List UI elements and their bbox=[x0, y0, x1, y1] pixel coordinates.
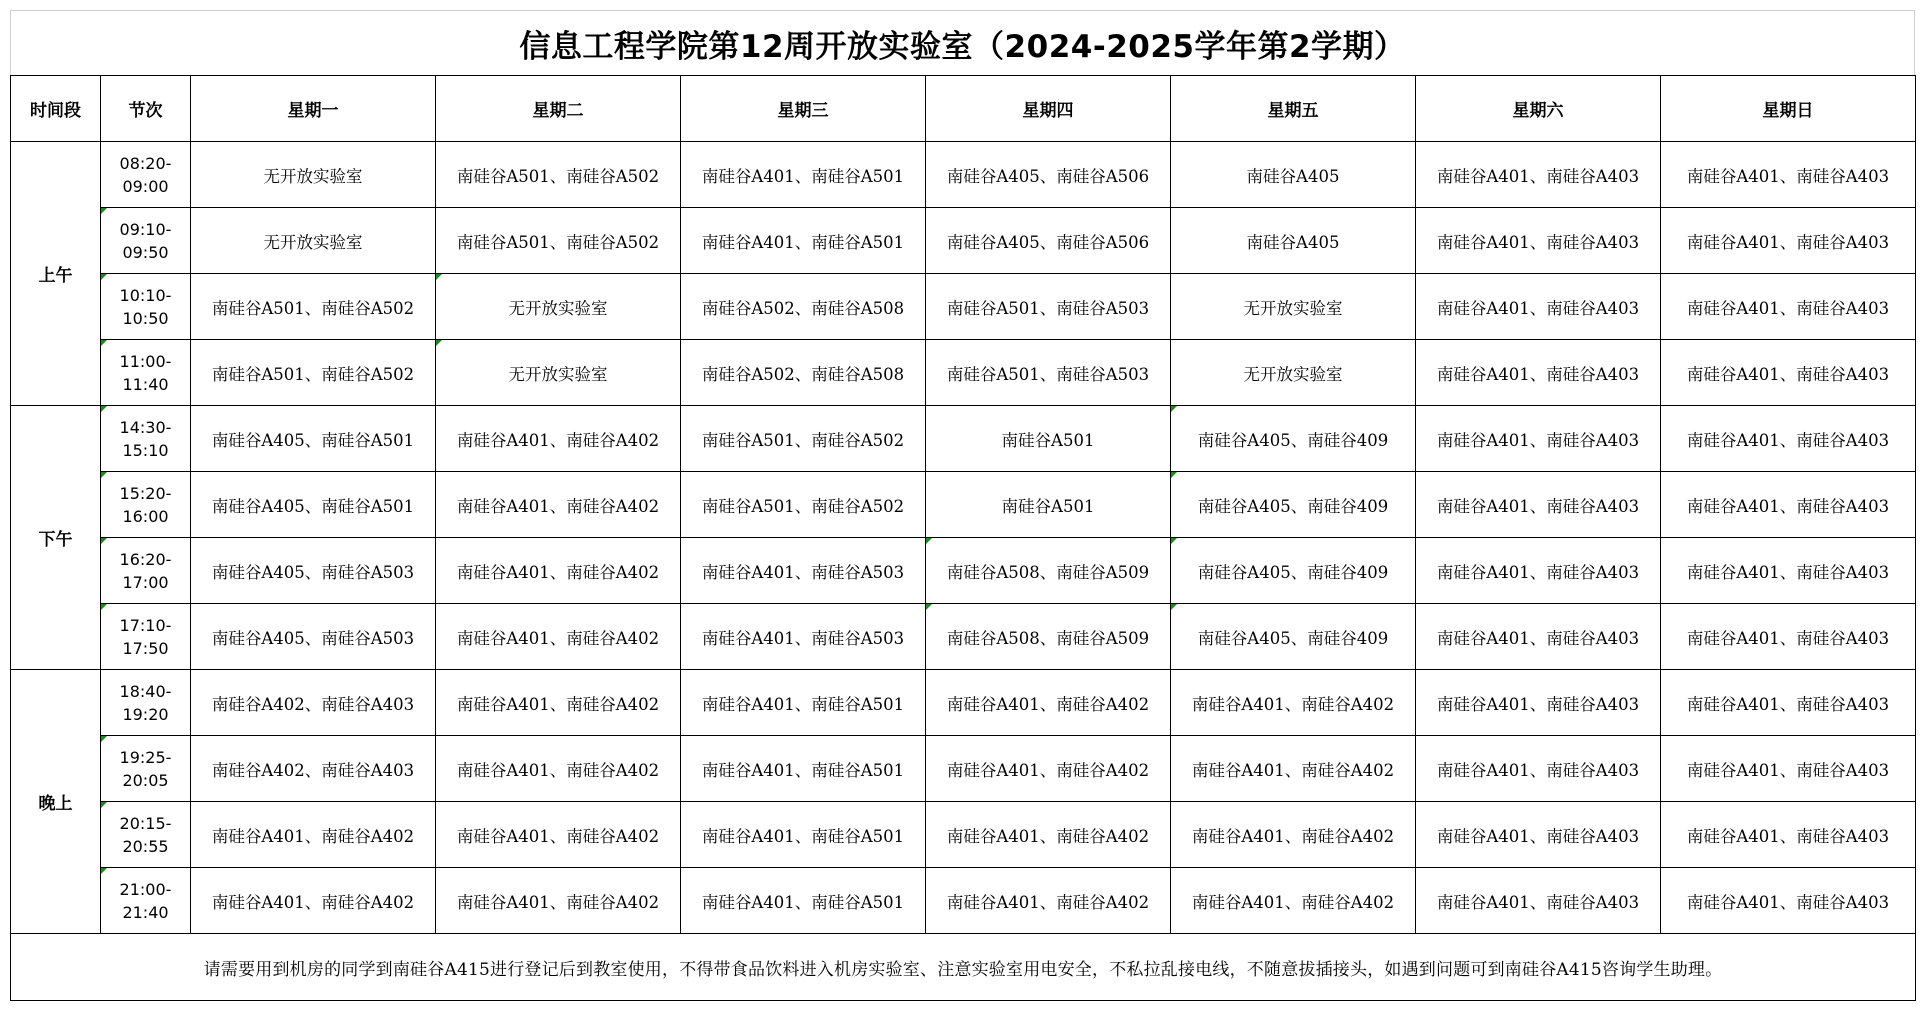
lab-cell-text: 南硅谷A401、南硅谷A403 bbox=[1436, 496, 1640, 516]
lab-cell-thursday bbox=[926, 142, 1171, 208]
lab-cell-text: 南硅谷A502、南硅谷A508 bbox=[701, 364, 905, 384]
time-slot bbox=[101, 538, 191, 604]
lab-cell-text: 南硅谷A501、南硅谷A503 bbox=[946, 298, 1150, 318]
time-slot-start: 18:40- bbox=[119, 681, 172, 701]
lab-cell-text: 南硅谷A501、南硅谷A502 bbox=[456, 166, 660, 186]
lab-cell-friday bbox=[1171, 604, 1416, 670]
lab-cell-text: 南硅谷A401、南硅谷A403 bbox=[1686, 430, 1890, 450]
comment-indicator-icon bbox=[926, 538, 932, 544]
lab-cell-text: 无开放实验室 bbox=[1243, 364, 1343, 384]
lab-cell-sunday bbox=[1661, 868, 1916, 934]
lab-cell-sunday bbox=[1661, 406, 1916, 472]
lab-cell-tuesday bbox=[436, 802, 681, 868]
lab-cell-monday bbox=[191, 340, 436, 406]
lab-cell-friday bbox=[1171, 274, 1416, 340]
comment-indicator-icon bbox=[101, 340, 107, 346]
lab-cell-thursday bbox=[926, 538, 1171, 604]
schedule-body bbox=[11, 142, 1916, 934]
lab-cell-thursday bbox=[926, 472, 1171, 538]
comment-indicator-icon bbox=[436, 340, 442, 346]
lab-cell-thursday bbox=[926, 340, 1171, 406]
lab-cell-text: 南硅谷A401、南硅谷A503 bbox=[701, 562, 905, 582]
lab-cell-sunday bbox=[1661, 208, 1916, 274]
lab-cell-thursday bbox=[926, 736, 1171, 802]
lab-cell-text: 南硅谷A401、南硅谷A402 bbox=[946, 694, 1150, 714]
lab-cell-thursday bbox=[926, 604, 1171, 670]
comment-indicator-icon bbox=[101, 736, 107, 742]
lab-cell-thursday bbox=[926, 274, 1171, 340]
time-slot-end: 15:10 bbox=[122, 440, 169, 460]
comment-indicator-icon bbox=[101, 208, 107, 214]
time-slot bbox=[101, 472, 191, 538]
lab-cell-text: 南硅谷A401、南硅谷A403 bbox=[1686, 760, 1890, 780]
lab-cell-tuesday bbox=[436, 274, 681, 340]
lab-cell-text: 南硅谷A401、南硅谷A501 bbox=[701, 892, 905, 912]
lab-cell-text: 南硅谷A501、南硅谷A502 bbox=[211, 298, 415, 318]
lab-cell-text: 南硅谷A501、南硅谷A502 bbox=[456, 232, 660, 252]
lab-cell-text: 南硅谷A401、南硅谷A503 bbox=[701, 628, 905, 648]
comment-indicator-icon bbox=[101, 868, 107, 874]
lab-cell-wednesday bbox=[681, 538, 926, 604]
lab-cell-text: 南硅谷A401、南硅谷A402 bbox=[456, 496, 660, 516]
header-friday: 星期五 bbox=[1171, 76, 1416, 142]
lab-cell-text: 南硅谷A501 bbox=[1001, 430, 1095, 450]
footnote: 请需要用到机房的同学到南硅谷A415进行登记后到教室使用，不得带食品饮料进入机房实验室、注意实验室用电安全，不私拉乱接电线，不随意拔插接头，如遇到问题可到南硅谷A415咨询学生助理。 bbox=[11, 934, 1916, 1001]
lab-cell-text: 南硅谷A401、南硅谷A402 bbox=[946, 760, 1150, 780]
lab-cell-tuesday bbox=[436, 604, 681, 670]
header-wednesday: 星期三 bbox=[681, 76, 926, 142]
lab-cell-text: 南硅谷A401、南硅谷A403 bbox=[1436, 826, 1640, 846]
lab-cell-text: 南硅谷A402、南硅谷A403 bbox=[211, 694, 415, 714]
lab-cell-text: 南硅谷A405、南硅谷A503 bbox=[211, 562, 415, 582]
lab-cell-text: 南硅谷A405 bbox=[1246, 232, 1340, 252]
header-period: 时间段 bbox=[11, 76, 101, 142]
lab-cell-text: 南硅谷A401、南硅谷A403 bbox=[1686, 232, 1890, 252]
time-slot bbox=[101, 670, 191, 736]
lab-cell-text: 无开放实验室 bbox=[263, 232, 363, 252]
lab-cell-friday bbox=[1171, 670, 1416, 736]
lab-cell-text: 南硅谷A401、南硅谷A403 bbox=[1686, 694, 1890, 714]
lab-cell-saturday bbox=[1416, 472, 1661, 538]
lab-cell-tuesday bbox=[436, 868, 681, 934]
lab-cell-monday bbox=[191, 868, 436, 934]
lab-cell-text: 南硅谷A401、南硅谷A403 bbox=[1686, 166, 1890, 186]
title-bar bbox=[10, 10, 1915, 75]
lab-cell-wednesday bbox=[681, 340, 926, 406]
lab-cell-wednesday bbox=[681, 208, 926, 274]
time-slot-start: 09:10- bbox=[119, 219, 172, 239]
lab-cell-thursday bbox=[926, 670, 1171, 736]
lab-cell-wednesday bbox=[681, 274, 926, 340]
lab-cell-text: 南硅谷A401、南硅谷A402 bbox=[1191, 826, 1395, 846]
lab-cell-text: 南硅谷A401、南硅谷A402 bbox=[456, 826, 660, 846]
lab-cell-text: 南硅谷A501、南硅谷A503 bbox=[946, 364, 1150, 384]
lab-cell-text: 南硅谷A401、南硅谷A402 bbox=[1191, 694, 1395, 714]
lab-cell-text: 无开放实验室 bbox=[1243, 298, 1343, 318]
lab-cell-wednesday bbox=[681, 868, 926, 934]
table-row bbox=[11, 868, 1916, 934]
time-slot-end: 17:50 bbox=[122, 638, 169, 658]
table-row bbox=[11, 538, 1916, 604]
lab-cell-text: 南硅谷A401、南硅谷A501 bbox=[701, 232, 905, 252]
header-slot: 节次 bbox=[101, 76, 191, 142]
lab-cell-text: 南硅谷A401、南硅谷A403 bbox=[1686, 628, 1890, 648]
time-slot bbox=[101, 406, 191, 472]
lab-cell-saturday bbox=[1416, 340, 1661, 406]
lab-cell-text: 南硅谷A401、南硅谷A501 bbox=[701, 166, 905, 186]
lab-cell-text: 南硅谷A401、南硅谷A403 bbox=[1436, 694, 1640, 714]
lab-cell-monday bbox=[191, 604, 436, 670]
lab-cell-friday bbox=[1171, 406, 1416, 472]
lab-cell-text: 南硅谷A405、南硅谷A506 bbox=[946, 232, 1150, 252]
lab-cell-text: 无开放实验室 bbox=[508, 298, 608, 318]
lab-cell-tuesday bbox=[436, 472, 681, 538]
lab-cell-wednesday bbox=[681, 736, 926, 802]
lab-cell-saturday bbox=[1416, 142, 1661, 208]
time-slot bbox=[101, 274, 191, 340]
lab-cell-text: 无开放实验室 bbox=[263, 166, 363, 186]
comment-indicator-icon bbox=[101, 406, 107, 412]
lab-cell-friday bbox=[1171, 868, 1416, 934]
lab-cell-thursday bbox=[926, 208, 1171, 274]
lab-cell-text: 南硅谷A401、南硅谷A501 bbox=[701, 694, 905, 714]
lab-cell-monday bbox=[191, 538, 436, 604]
lab-cell-text: 南硅谷A401、南硅谷A402 bbox=[456, 694, 660, 714]
lab-cell-tuesday bbox=[436, 538, 681, 604]
header-sunday: 星期日 bbox=[1661, 76, 1916, 142]
lab-cell-text: 南硅谷A401、南硅谷A403 bbox=[1436, 628, 1640, 648]
lab-cell-text: 南硅谷A501、南硅谷A502 bbox=[701, 430, 905, 450]
lab-cell-monday bbox=[191, 208, 436, 274]
lab-cell-wednesday bbox=[681, 670, 926, 736]
lab-cell-text: 南硅谷A401、南硅谷A402 bbox=[456, 760, 660, 780]
lab-cell-text: 南硅谷A405、南硅谷A503 bbox=[211, 628, 415, 648]
lab-cell-text: 南硅谷A401、南硅谷A403 bbox=[1686, 892, 1890, 912]
lab-cell-text: 无开放实验室 bbox=[508, 364, 608, 384]
lab-cell-saturday bbox=[1416, 274, 1661, 340]
timetable-sheet bbox=[10, 10, 1915, 1007]
lab-cell-tuesday bbox=[436, 670, 681, 736]
lab-cell-text: 南硅谷A502、南硅谷A508 bbox=[701, 298, 905, 318]
lab-cell-text: 南硅谷A405、南硅谷409 bbox=[1197, 562, 1389, 582]
time-slot-end: 17:00 bbox=[122, 572, 169, 592]
lab-cell-text: 南硅谷A401、南硅谷A402 bbox=[211, 826, 415, 846]
time-slot-start: 15:20- bbox=[119, 483, 172, 503]
comment-indicator-icon bbox=[101, 802, 107, 808]
comment-indicator-icon bbox=[926, 604, 932, 610]
lab-cell-text: 南硅谷A401、南硅谷A403 bbox=[1436, 232, 1640, 252]
lab-cell-tuesday bbox=[436, 208, 681, 274]
lab-cell-text: 南硅谷A401、南硅谷A403 bbox=[1686, 826, 1890, 846]
lab-cell-friday bbox=[1171, 142, 1416, 208]
time-slot bbox=[101, 604, 191, 670]
lab-cell-text: 南硅谷A401、南硅谷A402 bbox=[456, 892, 660, 912]
lab-cell-text: 南硅谷A401、南硅谷A402 bbox=[456, 562, 660, 582]
comment-indicator-icon bbox=[101, 604, 107, 610]
lab-cell-text: 南硅谷A401、南硅谷A403 bbox=[1436, 430, 1640, 450]
time-slot-start: 10:10- bbox=[119, 285, 172, 305]
lab-cell-thursday bbox=[926, 868, 1171, 934]
lab-cell-wednesday bbox=[681, 142, 926, 208]
lab-cell-friday bbox=[1171, 472, 1416, 538]
header-tuesday: 星期二 bbox=[436, 76, 681, 142]
lab-cell-saturday bbox=[1416, 538, 1661, 604]
lab-cell-text: 南硅谷A401、南硅谷A402 bbox=[211, 892, 415, 912]
lab-cell-sunday bbox=[1661, 670, 1916, 736]
lab-schedule-table bbox=[10, 75, 1916, 1001]
lab-cell-text: 南硅谷A401、南硅谷A403 bbox=[1436, 760, 1640, 780]
lab-cell-text: 南硅谷A405、南硅谷409 bbox=[1197, 628, 1389, 648]
period-morning: 上午 bbox=[11, 142, 101, 406]
lab-cell-wednesday bbox=[681, 406, 926, 472]
lab-cell-monday bbox=[191, 802, 436, 868]
table-row bbox=[11, 604, 1916, 670]
lab-cell-text: 南硅谷A405、南硅谷A501 bbox=[211, 430, 415, 450]
lab-cell-sunday bbox=[1661, 142, 1916, 208]
comment-indicator-icon bbox=[1171, 538, 1177, 544]
header-monday: 星期一 bbox=[191, 76, 436, 142]
lab-cell-text: 南硅谷A501 bbox=[1001, 496, 1095, 516]
table-row bbox=[11, 472, 1916, 538]
lab-cell-monday bbox=[191, 736, 436, 802]
lab-cell-text: 南硅谷A501、南硅谷A502 bbox=[211, 364, 415, 384]
lab-cell-saturday bbox=[1416, 208, 1661, 274]
lab-cell-monday bbox=[191, 406, 436, 472]
table-row bbox=[11, 274, 1916, 340]
time-slot-start: 11:00- bbox=[119, 351, 172, 371]
time-slot-end: 09:00 bbox=[122, 176, 169, 196]
lab-cell-text: 南硅谷A401、南硅谷A403 bbox=[1686, 364, 1890, 384]
time-slot-end: 21:40 bbox=[122, 902, 169, 922]
table-row bbox=[11, 670, 1916, 736]
time-slot-end: 09:50 bbox=[122, 242, 169, 262]
lab-cell-text: 南硅谷A508、南硅谷A509 bbox=[946, 562, 1150, 582]
lab-cell-thursday bbox=[926, 802, 1171, 868]
lab-cell-text: 南硅谷A501、南硅谷A502 bbox=[701, 496, 905, 516]
lab-cell-text: 南硅谷A401、南硅谷A403 bbox=[1686, 496, 1890, 516]
lab-cell-monday bbox=[191, 142, 436, 208]
header-saturday: 星期六 bbox=[1416, 76, 1661, 142]
lab-cell-text: 南硅谷A401、南硅谷A402 bbox=[456, 430, 660, 450]
time-slot-start: 16:20- bbox=[119, 549, 172, 569]
comment-indicator-icon bbox=[436, 274, 442, 280]
lab-cell-sunday bbox=[1661, 340, 1916, 406]
lab-cell-saturday bbox=[1416, 406, 1661, 472]
lab-cell-text: 南硅谷A401、南硅谷A403 bbox=[1436, 298, 1640, 318]
lab-cell-wednesday bbox=[681, 604, 926, 670]
table-row bbox=[11, 340, 1916, 406]
time-slot bbox=[101, 208, 191, 274]
time-slot-start: 14:30- bbox=[119, 417, 172, 437]
time-slot-start: 20:15- bbox=[119, 813, 172, 833]
lab-cell-sunday bbox=[1661, 604, 1916, 670]
header-row bbox=[11, 76, 1916, 142]
lab-cell-text: 南硅谷A405 bbox=[1246, 166, 1340, 186]
lab-cell-saturday bbox=[1416, 802, 1661, 868]
time-slot-start: 21:00- bbox=[119, 879, 172, 899]
period-evening: 晚上 bbox=[11, 670, 101, 934]
lab-cell-sunday bbox=[1661, 538, 1916, 604]
lab-cell-monday bbox=[191, 472, 436, 538]
lab-cell-monday bbox=[191, 670, 436, 736]
lab-cell-friday bbox=[1171, 736, 1416, 802]
comment-indicator-icon bbox=[1171, 604, 1177, 610]
time-slot-start: 19:25- bbox=[119, 747, 172, 767]
lab-cell-text: 南硅谷A508、南硅谷A509 bbox=[946, 628, 1150, 648]
period-afternoon: 下午 bbox=[11, 406, 101, 670]
time-slot-end: 20:05 bbox=[122, 770, 169, 790]
lab-cell-text: 南硅谷A401、南硅谷A403 bbox=[1436, 562, 1640, 582]
lab-cell-text: 南硅谷A401、南硅谷A402 bbox=[1191, 760, 1395, 780]
table-row bbox=[11, 142, 1916, 208]
lab-cell-text: 南硅谷A405、南硅谷409 bbox=[1197, 496, 1389, 516]
lab-cell-wednesday bbox=[681, 802, 926, 868]
lab-cell-text: 南硅谷A401、南硅谷A501 bbox=[701, 760, 905, 780]
lab-cell-text: 南硅谷A401、南硅谷A403 bbox=[1436, 166, 1640, 186]
time-slot bbox=[101, 340, 191, 406]
comment-indicator-icon bbox=[1171, 472, 1177, 478]
comment-indicator-icon bbox=[101, 274, 107, 280]
comment-indicator-icon bbox=[101, 538, 107, 544]
lab-cell-text: 南硅谷A401、南硅谷A403 bbox=[1686, 298, 1890, 318]
lab-cell-tuesday bbox=[436, 406, 681, 472]
time-slot-start: 08:20- bbox=[119, 153, 172, 173]
lab-cell-thursday bbox=[926, 406, 1171, 472]
time-slot-end: 10:50 bbox=[122, 308, 169, 328]
lab-cell-text: 南硅谷A401、南硅谷A501 bbox=[701, 826, 905, 846]
lab-cell-text: 南硅谷A405、南硅谷409 bbox=[1197, 430, 1389, 450]
comment-indicator-icon bbox=[1171, 406, 1177, 412]
lab-cell-monday bbox=[191, 274, 436, 340]
lab-cell-saturday bbox=[1416, 736, 1661, 802]
lab-cell-tuesday bbox=[436, 142, 681, 208]
lab-cell-wednesday bbox=[681, 472, 926, 538]
time-slot bbox=[101, 736, 191, 802]
lab-cell-sunday bbox=[1661, 472, 1916, 538]
lab-cell-saturday bbox=[1416, 670, 1661, 736]
table-row bbox=[11, 802, 1916, 868]
lab-cell-text: 南硅谷A401、南硅谷A403 bbox=[1436, 892, 1640, 912]
lab-cell-friday bbox=[1171, 208, 1416, 274]
lab-cell-text: 南硅谷A402、南硅谷A403 bbox=[211, 760, 415, 780]
footnote-row bbox=[11, 934, 1916, 1001]
table-row bbox=[11, 406, 1916, 472]
lab-cell-text: 南硅谷A401、南硅谷A403 bbox=[1686, 562, 1890, 582]
lab-cell-friday bbox=[1171, 802, 1416, 868]
lab-cell-sunday bbox=[1661, 736, 1916, 802]
lab-cell-saturday bbox=[1416, 604, 1661, 670]
table-row bbox=[11, 208, 1916, 274]
time-slot-end: 16:00 bbox=[122, 506, 169, 526]
time-slot-end: 11:40 bbox=[122, 374, 169, 394]
lab-cell-friday bbox=[1171, 538, 1416, 604]
lab-cell-sunday bbox=[1661, 274, 1916, 340]
lab-cell-text: 南硅谷A401、南硅谷A402 bbox=[946, 892, 1150, 912]
lab-cell-text: 南硅谷A401、南硅谷A402 bbox=[946, 826, 1150, 846]
header-thursday: 星期四 bbox=[926, 76, 1171, 142]
time-slot bbox=[101, 868, 191, 934]
lab-cell-text: 南硅谷A405、南硅谷A506 bbox=[946, 166, 1150, 186]
lab-cell-text: 南硅谷A401、南硅谷A402 bbox=[1191, 892, 1395, 912]
lab-cell-tuesday bbox=[436, 340, 681, 406]
lab-cell-tuesday bbox=[436, 736, 681, 802]
comment-indicator-icon bbox=[101, 472, 107, 478]
lab-cell-text: 南硅谷A401、南硅谷A402 bbox=[456, 628, 660, 648]
lab-cell-text: 南硅谷A405、南硅谷A501 bbox=[211, 496, 415, 516]
time-slot-end: 20:55 bbox=[122, 836, 169, 856]
time-slot-start: 17:10- bbox=[119, 615, 172, 635]
lab-cell-saturday bbox=[1416, 868, 1661, 934]
lab-cell-sunday bbox=[1661, 802, 1916, 868]
page-title: 信息工程学院第12周开放实验室（2024-2025学年第2学期） bbox=[519, 28, 1406, 65]
time-slot bbox=[101, 142, 191, 208]
table-row bbox=[11, 736, 1916, 802]
time-slot bbox=[101, 802, 191, 868]
time-slot-end: 19:20 bbox=[122, 704, 169, 724]
lab-cell-friday bbox=[1171, 340, 1416, 406]
lab-cell-text: 南硅谷A401、南硅谷A403 bbox=[1436, 364, 1640, 384]
